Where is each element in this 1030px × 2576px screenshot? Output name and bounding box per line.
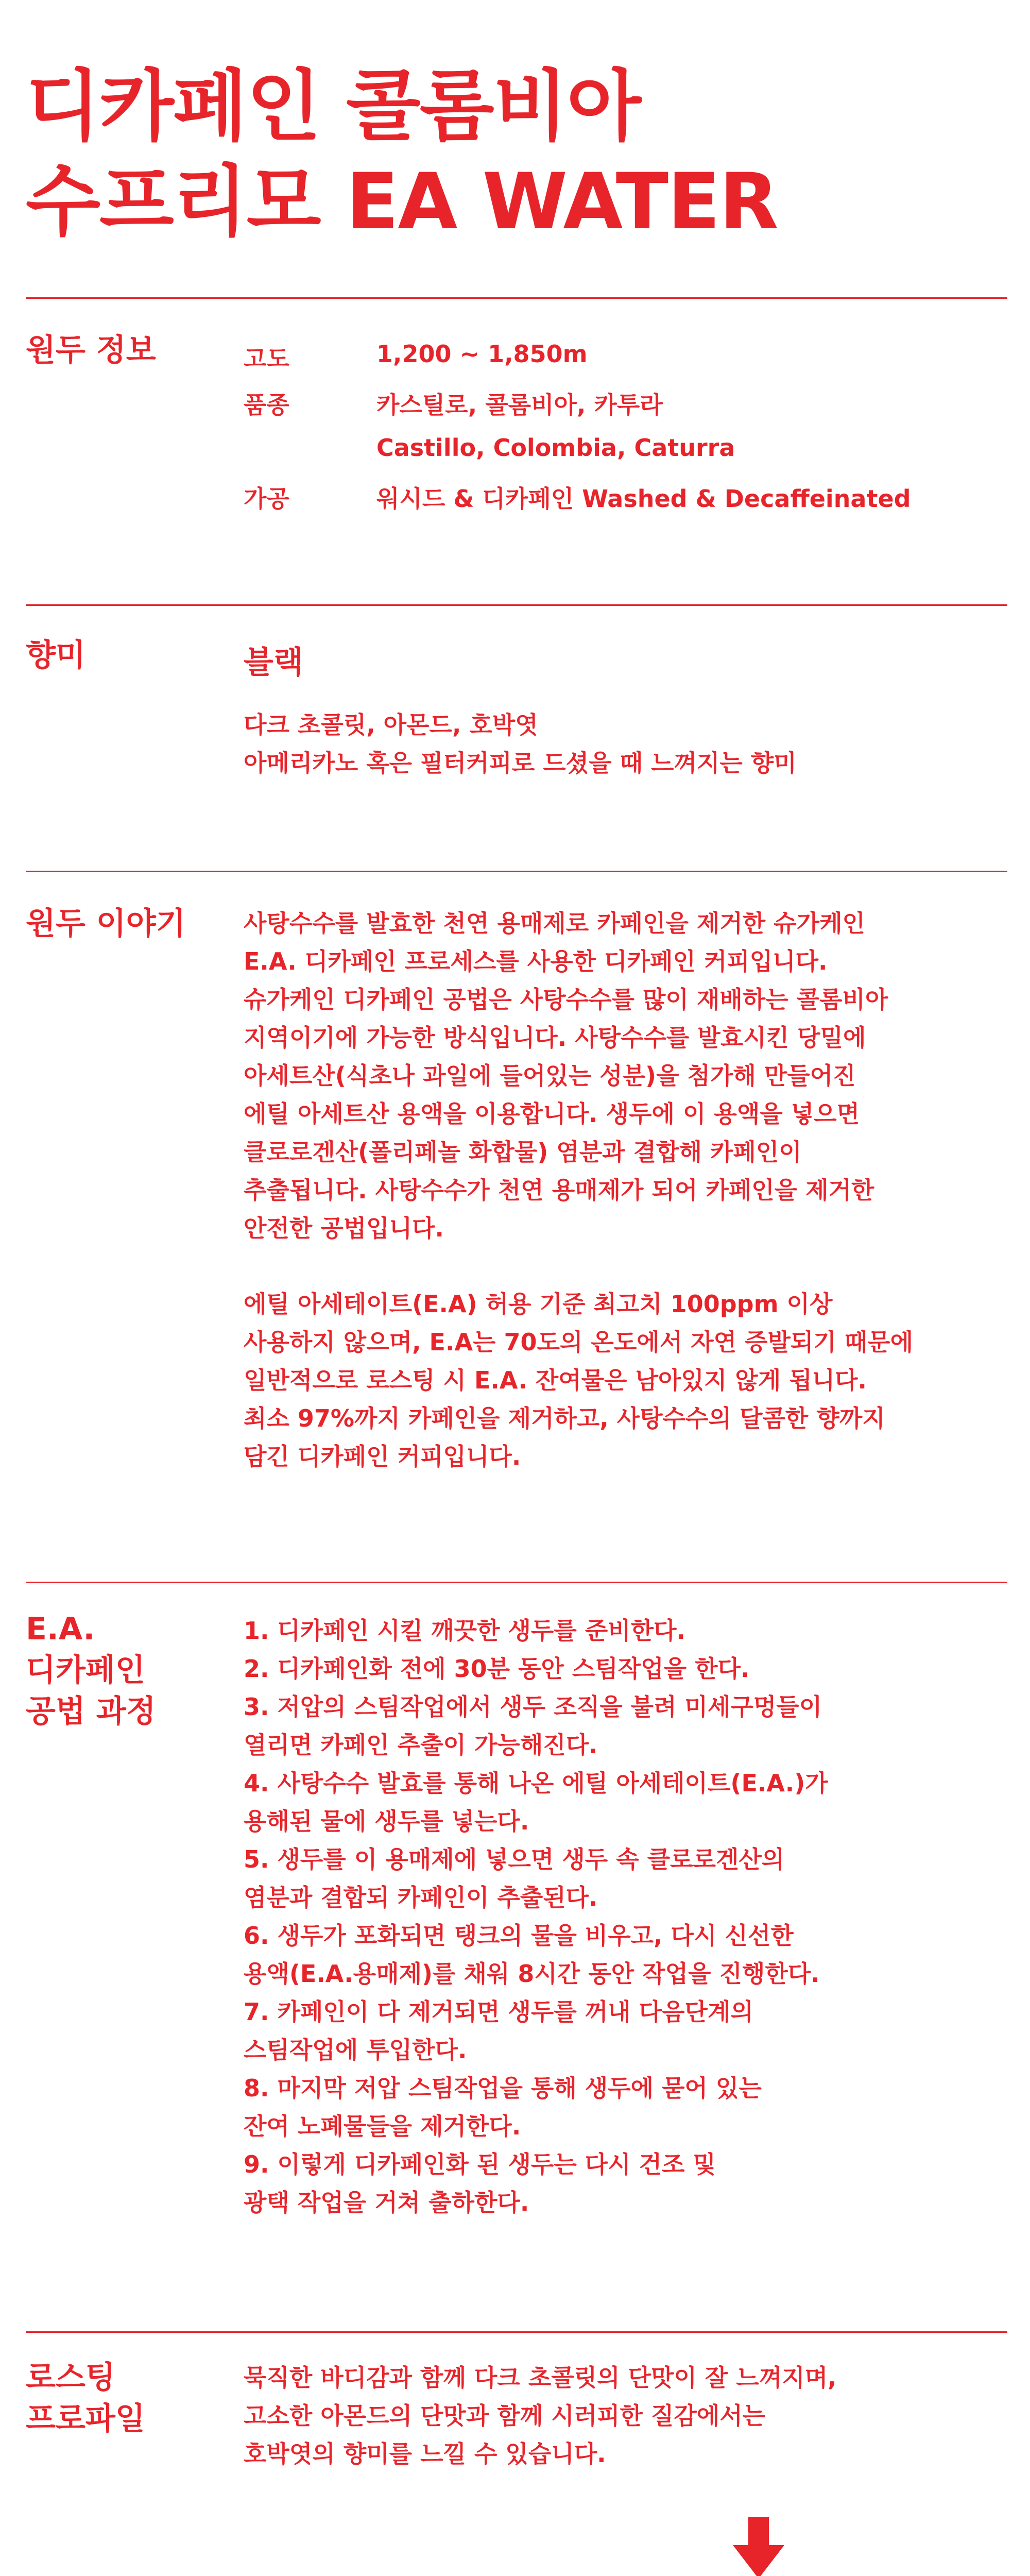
section-label-line: 프로파일 [26, 2401, 145, 2437]
process-line: 열리면 카페인 추출이 가능해진다. [244, 1731, 598, 1759]
process-line: 스팀작업에 투입한다. [244, 2036, 467, 2064]
title-line-2: 수프리모 EA WATER [26, 157, 778, 247]
story-line: 최소 97%까지 카페인을 제거하고, 사탕수수의 달콤한 향까지 [244, 1404, 885, 1432]
section-label-story: 원두 이야기 [26, 906, 186, 942]
flavor-subtitle: 블랙 [244, 645, 303, 681]
process-line: 용해된 물에 생두를 넣는다. [244, 1807, 529, 1835]
story-line: 지역이기에 가능한 방식입니다. 사탕수수를 발효시킨 당밀에 [244, 1024, 866, 1052]
process-line: 용액(E.A.용매제)를 채워 8시간 동안 작업을 진행한다. [244, 1960, 820, 1988]
divider [26, 297, 1007, 299]
section-label-line: 공법 과정 [26, 1693, 156, 1730]
process-line: 잔여 노폐물들을 제거한다. [244, 2112, 521, 2140]
process-line: 광택 작업을 거쳐 출하한다. [244, 2189, 529, 2216]
origin-value-variety: 카스틸로, 콜롬비아, 카투라 [376, 391, 663, 419]
divider [26, 871, 1007, 872]
roasting-line: 호박엿의 향미를 느낄 수 있습니다. [244, 2440, 606, 2468]
process-line: 9. 이렇게 디카페인화 된 생두는 다시 건조 및 [244, 2150, 716, 2178]
divider [26, 604, 1007, 606]
down-arrow-icon [733, 2517, 784, 2576]
origin-key-process: 가공 [244, 485, 289, 513]
story-line: 사탕수수를 발효한 천연 용매제로 카페인을 제거한 슈가케인 [244, 909, 865, 937]
section-label-origin-info: 원두 정보 [26, 332, 156, 368]
story-line: 추출됩니다. 사탕수수가 천연 용매제가 되어 카페인을 제거한 [244, 1176, 874, 1204]
divider [26, 1582, 1007, 1583]
title-line-1: 디카페인 콜롬비아 [26, 62, 641, 151]
story-line: 에틸 아세트산 용액을 이용합니다. 생두에 이 용액을 넣으면 [244, 1100, 860, 1128]
process-line: 1. 디카페인 시킬 깨끗한 생두를 준비한다. [244, 1617, 686, 1645]
divider [26, 2331, 1007, 2333]
section-label-flavor: 향미 [26, 637, 85, 673]
story-line: 아세트산(식초나 과일에 들어있는 성분)을 첨가해 만들어진 [244, 1062, 856, 1090]
roasting-line: 고소한 아몬드의 단맛과 함께 시러피한 질감에서는 [244, 2402, 766, 2430]
origin-value-variety-en: Castillo, Colombia, Caturra [376, 434, 735, 462]
story-paragraph-1 [244, 904, 888, 1247]
story-line: 클로로겐산(폴리페놀 화합물) 염분과 결합해 카페인이 [244, 1138, 802, 1166]
flavor-line: 다크 초콜릿, 아몬드, 호박엿 [244, 711, 538, 739]
origin-key-altitude: 고도 [244, 345, 289, 372]
process-line: 5. 생두를 이 용매제에 넣으면 생두 속 클로로겐산의 [244, 1845, 785, 1873]
process-line: 2. 디카페인화 전에 30분 동안 스팀작업을 한다. [244, 1655, 750, 1683]
story-line: 안전한 공법입니다. [244, 1214, 444, 1242]
process-steps [244, 1612, 828, 2222]
roasting-description [244, 2359, 837, 2473]
section-label-roasting [26, 2357, 145, 2439]
process-line: 6. 생두가 포화되면 탱크의 물을 비우고, 다시 신선한 [244, 1922, 794, 1950]
page-title [26, 59, 778, 250]
process-line: 4. 사탕수수 발효를 통해 나온 에틸 아세테이트(E.A.)가 [244, 1769, 828, 1797]
flavor-notes [244, 706, 797, 782]
origin-value-process: 워시드 & 디카페인 Washed & Decaffeinated [376, 485, 911, 513]
origin-value-altitude: 1,200 ~ 1,850m [376, 340, 588, 368]
process-line: 염분과 결합되 카페인이 추출된다. [244, 1884, 598, 1911]
story-line: 에틸 아세테이트(E.A) 허용 기준 최고치 100ppm 이상 [244, 1290, 833, 1318]
process-line: 7. 카페인이 다 제거되면 생두를 꺼내 다음단계의 [244, 1998, 753, 2026]
section-label-line: E.A. [26, 1611, 95, 1647]
story-line: E.A. 디카페인 프로세스를 사용한 디카페인 커피입니다. [244, 947, 828, 975]
origin-key-variety: 품종 [244, 391, 289, 419]
story-line: 슈가케인 디카페인 공법은 사탕수수를 많이 재배하는 콜롬비아 [244, 986, 888, 1013]
flavor-line: 아메리카노 혹은 필터커피로 드셨을 때 느껴지는 향미 [244, 749, 797, 777]
story-line: 일반적으로 로스팅 시 E.A. 잔여물은 남아있지 않게 됩니다. [244, 1366, 867, 1394]
process-line: 3. 저압의 스팀작업에서 생두 조직을 불려 미세구멍들이 [244, 1693, 822, 1721]
story-line: 사용하지 않으며, E.A는 70도의 온도에서 자연 증발되기 때문에 [244, 1328, 914, 1356]
section-label-process [26, 1608, 156, 1732]
roasting-line: 묵직한 바디감과 함께 다크 초콜릿의 단맛이 잘 느껴지며, [244, 2364, 837, 2392]
section-label-line: 로스팅 [26, 2360, 115, 2396]
story-paragraph-2 [244, 1285, 913, 1476]
process-line: 8. 마지막 저압 스팀작업을 통해 생두에 묻어 있는 [244, 2074, 762, 2102]
story-line: 담긴 디카페인 커피입니다. [244, 1443, 521, 1470]
section-label-line: 디카페인 [26, 1652, 145, 1688]
